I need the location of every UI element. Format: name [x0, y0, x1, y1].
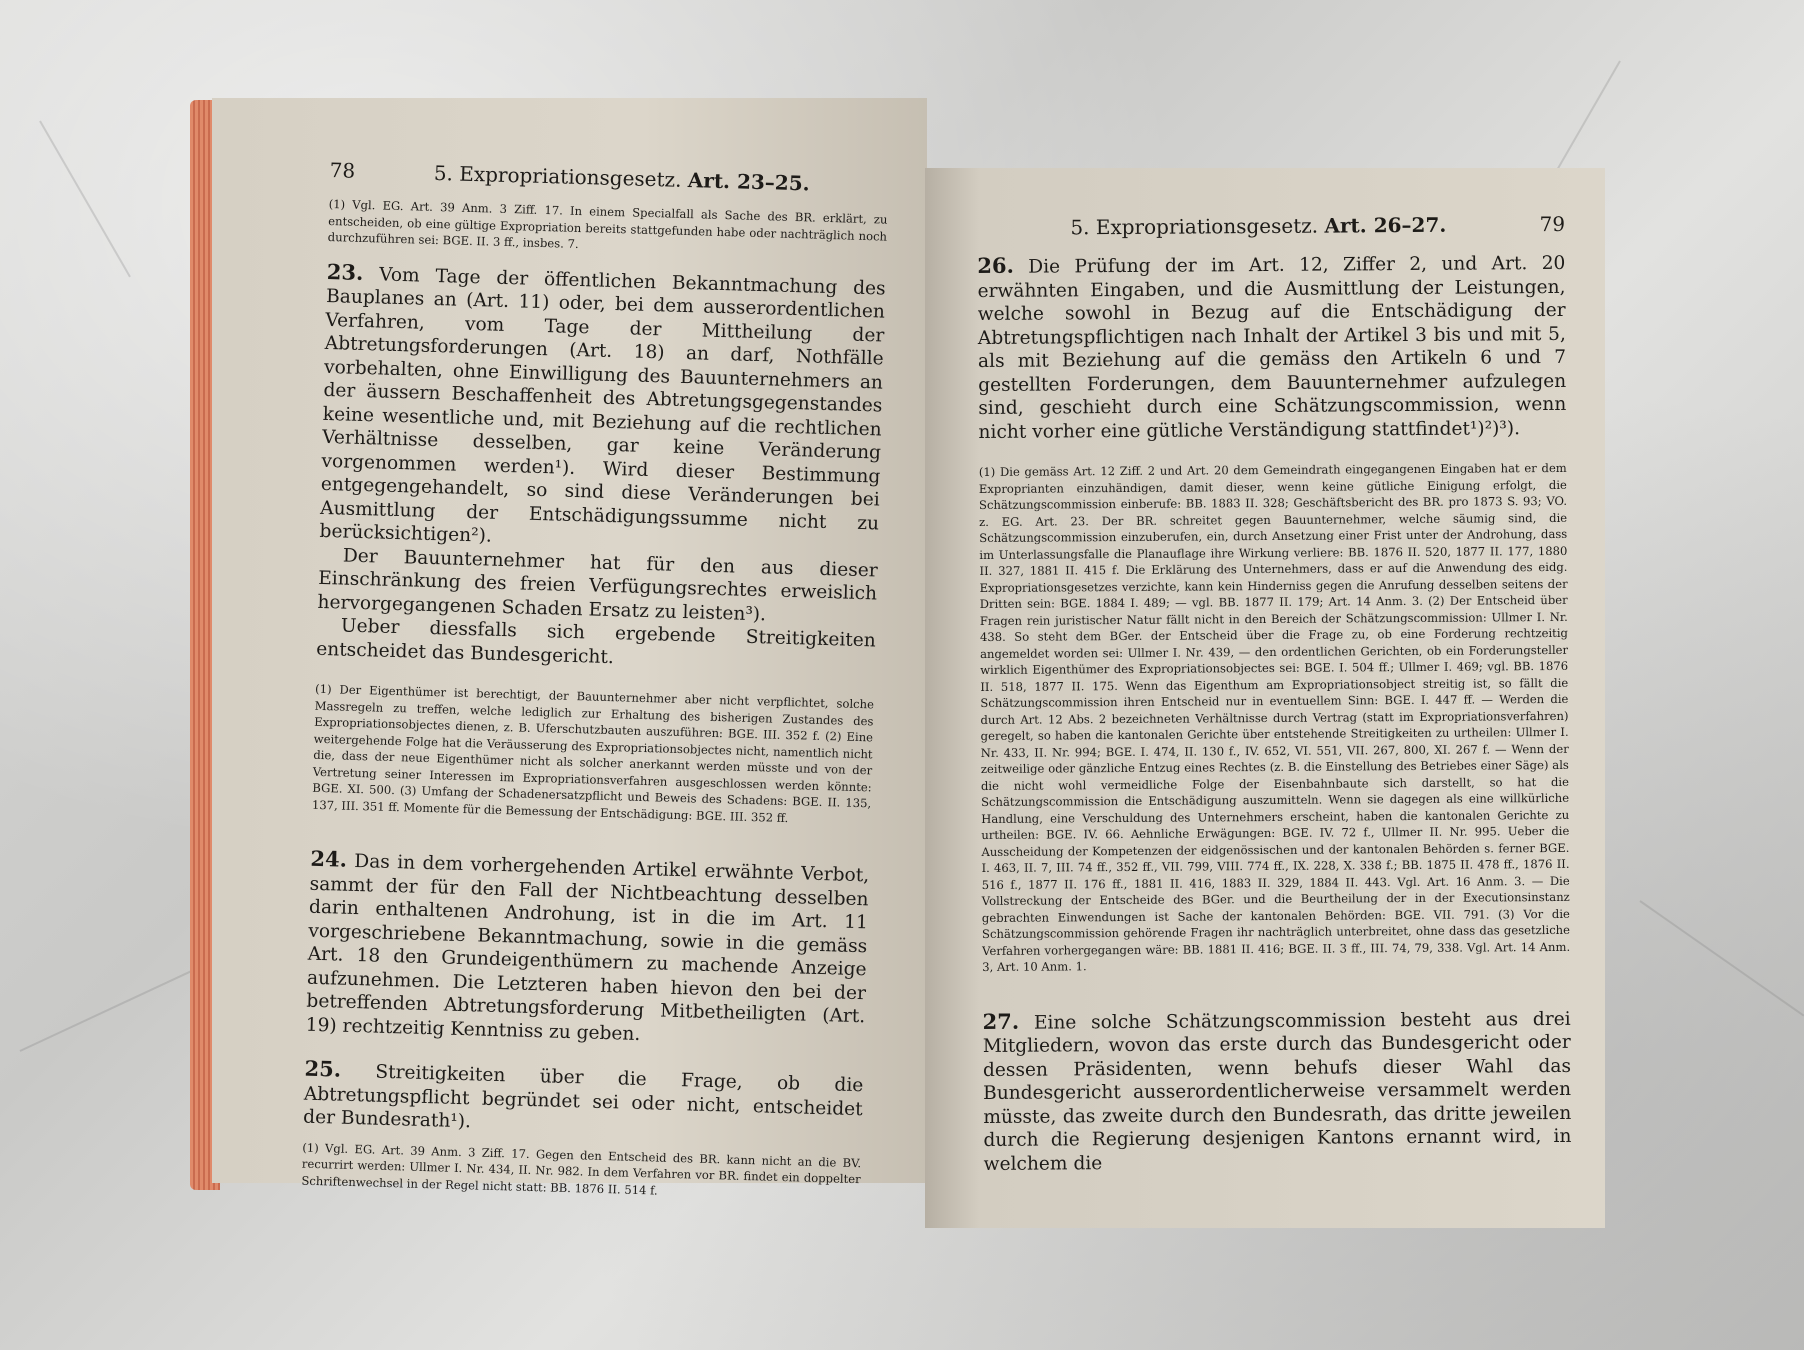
article-text: Das in dem vorhergehenden Artikel erwähnte Verbot, sammt der für den Fall der Nichtbeachtung desselben darin enthaltenen Androhung, ist in die im Art. 11 vorgeschriebene Bekanntmachung, sowie in die gemäss Art. 18 den Grundeigenthümern zu machende Anzeige aufzunehmen. Die Letzteren haben hievon den bei der betreffenden Abtretungsforderung Mitbetheiligten (Art. 19) rechtzeitig Kenntniss zu geben.	[305, 850, 870, 1045]
article-text: Streitigkeiten über die Frage, ob die Abtretungspflicht begründet sei oder nicht, entscheidet der Bundesrath¹).	[302, 1061, 864, 1133]
article-number: 26.	[977, 252, 1014, 278]
article-26	[977, 250, 1566, 444]
right-running-head	[977, 212, 1565, 240]
left-running-head	[329, 158, 888, 198]
top-footnote: (1) Vgl. EG. Art. 39 Anm. 3 Ziff. 17. In einem Specialfall als Sache des BR. erklärt, zu entscheiden, ob eine gültige Expropriation bereits stattgefunden habe oder nachträglich noch durchzuführen sei: BGE. II. 3 ff., insbes. 7.	[327, 196, 888, 251]
article-number: 25.	[304, 1055, 342, 1082]
article-27	[983, 1005, 1572, 1176]
article-number: 24.	[310, 845, 348, 872]
page-number-left: 78	[329, 158, 356, 183]
running-title-right: 5. Expropriationsgesetz.	[1070, 213, 1319, 240]
footnote-art25: (1) Vgl. EG. Art. 39 Anm. 3 Ziff. 17. Gegen den Entscheid des BR. kann nicht an die BV. recurrirt werden: Ullmer I. Nr. 434, II. Nr. 982. In dem Verfahren vor BR. findet ein doppelter Schriftenwechsel in der Regel nicht statt: BB. 1876 II. 514 f.	[301, 1140, 862, 1198]
left-page	[212, 98, 927, 1198]
article-text: Die Prüfung der im Art. 12, Ziffer 2, und Art. 20 erwähnten Eingaben, und die Ausmittlung der Leistungen, welche sowohl in Bezug auf die Entschädigung der Abtretungspflichtigen nach Inhalt der Artikel 3 bis und mit 5, als mit Beziehung auf die gemäss den Artikeln 6 und 7 gestellten Forderungen, dem Bauunternehmer aufzulegen sind, geschieht durch eine Schätzungscommission, wenn nicht vorher eine gütliche Verständigung stattfindet¹)²)³).	[977, 252, 1567, 443]
article-text: Eine solche Schätzungscommission besteht aus drei Mitgliedern, wovon das erste durch das Bundesgericht oder dessen Präsidenten, wenn behufs dieser Wahl das Bundesgericht ausserordentlicherweise versammelt werden müsste, das zweite durch den Bundesrath, das dritte jeweilen durch die Regierung desjenigen Kantons ernannt wird, in welchem die	[982, 1008, 1572, 1175]
right-page	[925, 168, 1605, 1228]
article-number: 27.	[982, 1008, 1020, 1034]
article-23	[316, 259, 886, 676]
article-paragraph: Ueber diessfalls sich ergebende Streitigkeiten entscheidet das Bundesgericht.	[315, 615, 877, 668]
running-articles-right: Art. 26–27.	[1324, 212, 1447, 238]
article-text: Vom Tage der öffentlichen Bekanntmachung des Bauplanes an (Art. 11) oder, bei dem ausserordentlichen Verfahren, vom Tage der Mittheilung der Abtretungsforderungen (Art. 18) an darf, Nothfälle vorbehalten, ohne Einwilligung des Bauunternehmers an der äussern Beschaffenheit des Abtretungsgegenstandes keine wesentliche und, mit Beziehung auf die rechtlichen Verhältnisse desselben, gar keine Veränderung vorgenommen werden¹). Wird dieser Bestimmung entgegengehandelt, so sind diese Veränderungen bei Ausmittlung der Entschädigungssumme nicht zu berücksichtigen²).	[319, 263, 886, 547]
article-24	[305, 847, 869, 1053]
article-number: 23.	[326, 258, 364, 285]
running-title-left: 5. Expropriationsgesetz.	[433, 160, 682, 192]
running-articles-left: Art. 23–25.	[687, 168, 811, 196]
marble-vein	[1639, 900, 1804, 1016]
marble-vein	[39, 121, 131, 278]
article-paragraph: Der Bauunternehmer hat für den aus dieser Einschränkung des freien Verfügungsrechtes erweislich hervorgegangenen Schaden Ersatz zu leisten³).	[317, 545, 878, 625]
page-number-right: 79	[1539, 211, 1566, 237]
footnotes-art26: (1) Die gemäss Art. 12 Ziff. 2 und Art. 20 dem Gemeindrath eingegangenen Eingaben hat er dem Exproprianten einzuhändigen, damit dieser, wenn keine gütliche Einigung erfolgt, die Schätzungscommission einberufe: BB. 1883 II. 328; Geschäftsbericht des BR. pro 1873 S. 93; VO. z. EG. Art. 23. Der BR. schreitet gegen Bauunternehmer, welche säumig sind, die Schätzungscommission einzuberufen, ein, durch Ansetzung einer Frist unter der Androhung, dass im Unterlassungsfalle die Planauflage ihre Wirkung verliere: BB. 1876 II. 520, 1877 II. 177, 1880 II. 327, 1881 II. 415 f. Die Erklärung des Unternehmers, dass er auf die Anwendung des eidg. Expropriationsgesetzes verzichte, kann kein Hinderniss gegen die Anrufung desselben seitens der Dritten sein: BGE. 1884 I. 489; — vgl. BB. 1877 II. 179; Art. 14 Anm. 3. (2) Der Entscheid über Fragen rein juristischer Natur fällt nicht in den Bereich der Schätzungscommission: Ullmer I. Nr. 438. So steht dem BGer. der Entscheid über die Frage zu, ob eine Forderung rechtzeitig angemeldet worden sei: Ullmer I. Nr. 439, — den ordentlichen Gerichten, ob ein Forderungsteller wirklich Eigenthümer des Expropriationsobjectes sei: BGE. I. 504 ff.; Ullmer I. 469; vgl. BB. 1876 II. 518, 1877 II. 175. Wenn das Eigenthum am Expropriationsobject streitig ist, so fällt die Schätzungscommission ihren Entscheid nur in eventuellem Sinn: BGE. I. 447 ff. — Werden die durch Art. 12 Abs. 2 bezeichneten Verhältnisse durch Vertrag (statt im Expropriationsverfahren) geregelt, so haben die kantonalen Gerichte über entstehende Streitigkeiten zu urtheilen: Ullmer I. Nr. 433, II. Nr. 994; BGE. I. 474, II. 130 f., IV. 652, VI. 551, VII. 267, 800, XI. 267 f. — Wenn der zeitweilige oder gänzliche Entzug eines Rechtes (z. B. die Einstellung des Betriebes einer Säge) als die nicht wohl vermeidliche Folge der Eisenbahnbaute sich darstellt, so hat die Schätzungscommission die Entschädigung auszumitteln. Wenn sie dagegen als eine willkürliche Handlung, eine Verschuldung des Unternehmers erscheint, haben die kantonalen Gerichte zu urtheilen: BGE. IV. 66. Aehnliche Erwägungen: BGE. IV. 72 f., Ullmer II. Nr. 995. Ueber die Ausscheidung der Kompetenzen der eidgenössischen und der kantonalen Behörden s. ferner BGE. I. 463, II. 7, III. 74 ff., 352 ff., VII. 799, VIII. 774 ff., IX. 228, X. 338 f.; BB. 1875 II. 478 ff., 1876 II. 516 f., 1877 II. 176 ff., 1881 II. 416, 1883 II. 329, 1884 II. 443. Vgl. Art. 16 Anm. 3. — Die Vollstreckung der Entscheide des BGer. und die Beurtheilung der in der Executionsinstanz gebrachten Einwendungen ist Sache der kantonalen Behörden: BGE. VII. 791. (3) Vor die Schätzungscommission gehörende Fragen ihr nachträglich unterbreitet, ohne dass das gesetzliche Verfahren vorhergegangen wäre: BB. 1881 II. 416; BGE. II. 3 ff., III. 74, 79, 338. Vgl. Art. 14 Anm. 3, Art. 10 Anm. 1.	[978, 460, 1571, 974]
footnotes-art23: (1) Der Eigenthümer ist berechtigt, der Bauunternehmer aber nicht verpflichtet, solche Massregeln zu treffen, welche lediglich zur Erhaltung des bisherigen Zustandes des Expropriationsobjectes dienen, z. B. Uferschutzbauten auszuführen: BGE. III. 352 f. (2) Eine weitergehende Folge hat die Veräusserung des Expropriationsobjectes nicht, namentlich nicht die, dass der neue Eigenthümer nicht als solcher anerkannt werden müsste und von der Vertretung seiner Interessen im Expropriationsverfahren ausgeschlossen werden könnte: BGE. XI. 500. (3) Umfang der Schadenersatzpflicht und Beweis des Schadens: BGE. II. 135, 137, III. 351 ff. Momente für die Bemessung der Entschädigung: BGE. III. 352 ff.	[311, 681, 875, 825]
